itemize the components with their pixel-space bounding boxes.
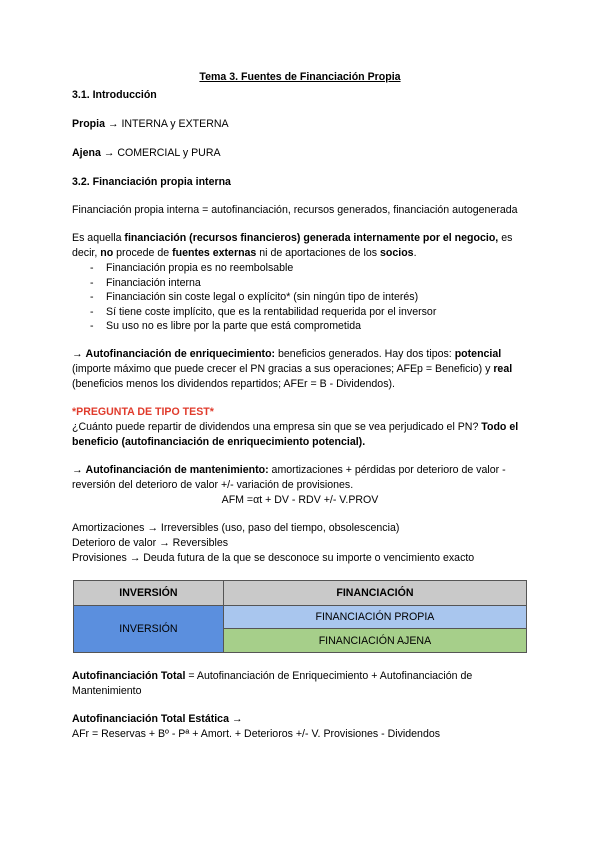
- afr-formula: AFr = Reservas + Bº - Pª + Amort. + Deterioros +/- V. Provisiones - Dividendos: [72, 727, 441, 740]
- list-item: - Financiación sin coste legal o explícito* (sin ningún tipo de interés): [72, 290, 528, 305]
- section-heading-3-1: 3.1. Introducción: [72, 89, 157, 101]
- ajena-line: Ajena → COMERCIAL y PURA: [72, 147, 221, 159]
- es-aquella-paragraph: Es aquella financiación (recursos financieros) generada internamente por el negocio, es decir, no procede de fuentes externas ni de aportaciones de los socios.: [72, 232, 513, 259]
- provisiones-line: Provisiones → Deuda futura de la que se desconoce su importe o vencimiento exacto: [72, 551, 475, 564]
- inversion-financiacion-table: [73, 580, 527, 653]
- table-cell-financiacion-ajena: FINANCIACIÓN AJENA: [223, 629, 526, 653]
- amortizaciones-line: Amortizaciones → Irreversibles (uso, paso del tiempo, obsolescencia): [72, 521, 400, 534]
- table-header-financiacion: FINANCIACIÓN: [223, 580, 526, 605]
- document-page: [72, 70, 528, 742]
- table-cell-financiacion-propia: FINANCIACIÓN PROPIA: [223, 605, 526, 629]
- autofinanciacion-estatica: Autofinanciación Total Estática →: [72, 712, 243, 725]
- table-cell-inversion: INVERSIÓN: [74, 605, 224, 652]
- list-item: - Sí tiene coste implícito, que es la rentabilidad requerida por el inversor: [72, 305, 528, 320]
- features-list: [72, 261, 528, 334]
- afm-formula: AFM =αt + DV - RDV +/- V.PROV: [221, 493, 379, 506]
- page-title: Tema 3. Fuentes de Financiación Propia: [199, 71, 401, 83]
- mantenimiento-paragraph: → Autofinanciación de mantenimiento: amortizaciones + pérdidas por deterioro de valor - reversión del deterioro de valor +/- variación de provisiones.: [72, 463, 506, 491]
- table-header-inversion: INVERSIÓN: [74, 580, 224, 605]
- enriquecimiento-paragraph: → Autofinanciación de enriquecimiento: beneficios generados. Hay dos tipos: potencial (importe máximo que puede crecer el PN gracias a sus operaciones; AFEp = Beneficio) y real (beneficios menos los dividendos repartidos; AFEr = B - Dividendos).: [72, 347, 513, 390]
- propia-line: Propia → INTERNA y EXTERNA: [72, 118, 229, 130]
- autofinanciacion-total: Autofinanciación Total = Autofinanciación de Enriquecimiento + Autofinanciación de Mantenimiento: [72, 669, 473, 697]
- deterioro-line: Deterioro de valor → Reversibles: [72, 536, 229, 549]
- list-item: - Su uso no es libre por la parte que está comprometida: [72, 319, 528, 334]
- section-heading-3-2: 3.2. Financiación propia interna: [72, 176, 231, 188]
- definition-paragraph: Financiación propia interna = autofinanciación, recursos generados, financiación autogenerada: [72, 204, 518, 216]
- list-item: - Financiación propia es no reembolsable: [72, 261, 528, 276]
- test-question-label: *PREGUNTA DE TIPO TEST*: [72, 405, 214, 418]
- list-item: - Financiación interna: [72, 276, 528, 291]
- test-question: ¿Cuánto puede repartir de dividendos una empresa sin que se vea perjudicado el PN? Todo el beneficio (autofinanciación de enriquecimiento potencial).: [72, 420, 519, 448]
